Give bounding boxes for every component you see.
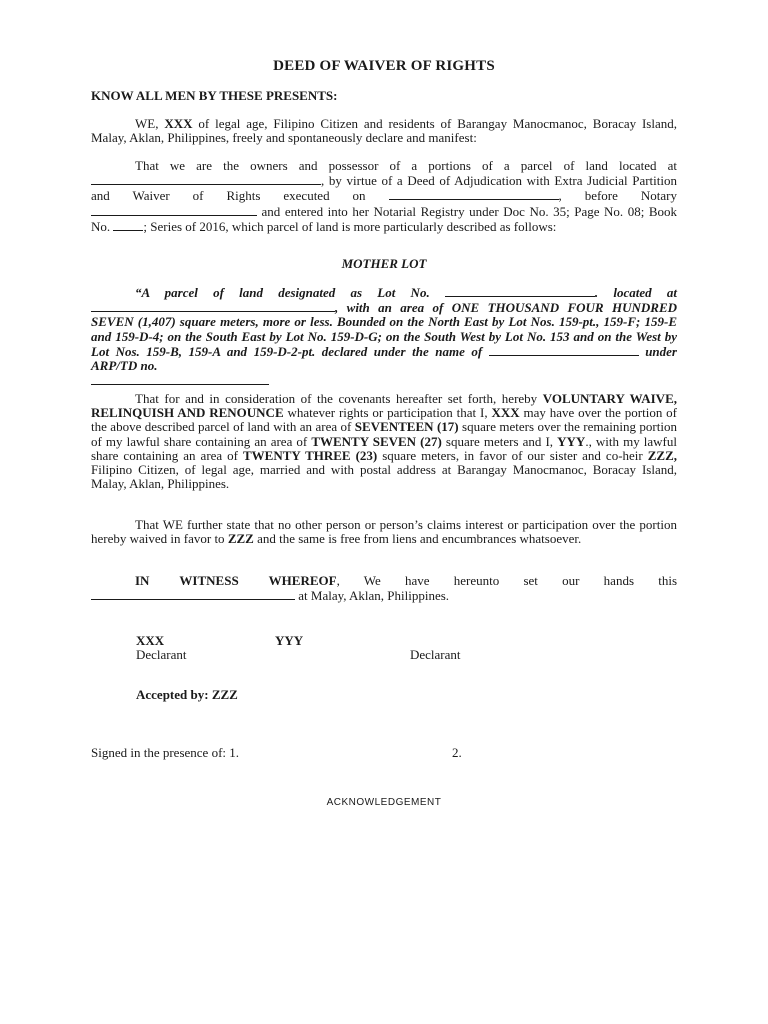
- paragraph-witness: [91, 574, 677, 603]
- text-run: That we are the owners and possessor of a portions of a parcel of land located at: [135, 158, 677, 173]
- paragraph-declaration: [91, 117, 677, 145]
- blank-line: [91, 588, 295, 600]
- text-run: square meters over the remaining portion of my lawful share containing an area of: [91, 419, 677, 449]
- text-run: under ARP/TD no.: [91, 343, 677, 374]
- opening-heading: KNOW ALL MEN BY THESE PRESENTS:: [91, 88, 338, 103]
- blank-line: [91, 373, 269, 385]
- text-run: WE,: [135, 116, 165, 131]
- paragraph-waiver: [91, 392, 677, 491]
- signatory-role-1: Declarant: [136, 647, 187, 662]
- text-run: “A parcel of land designated as Lot No.: [135, 285, 445, 300]
- blank-line: [91, 300, 335, 312]
- text-run: ., with my lawful share containing an area of: [91, 433, 677, 463]
- text-run: square meters, in favor of our sister and co-heir: [377, 447, 648, 463]
- blank-line: [91, 204, 257, 216]
- text-run: and the same is free from liens and encumbrances whatsoever.: [253, 531, 582, 547]
- text-run: . located at: [594, 285, 677, 300]
- party-name: ZZZ,: [647, 447, 677, 463]
- text-run: Filipino Citizen, of legal age, married and with postal address at Barangay Manocmanoc, Boracay Island, Malay, Aklan, Philippines.: [91, 462, 677, 492]
- blank-line: [91, 173, 321, 185]
- blank-line: [489, 344, 639, 356]
- text-run: and entered into her Notarial Registry under Doc No. 35; Page No. 08; Book No.: [91, 203, 677, 234]
- text-run: , by virtue of a Deed of Adjudication with Extra Judicial Partition and Waiver of Rights executed on: [91, 173, 677, 204]
- blank-line: [389, 188, 559, 200]
- signatory-name-2: YYY: [275, 633, 304, 648]
- area-value: TWENTY THREE (23): [243, 447, 378, 463]
- party-name: XXX: [164, 116, 193, 131]
- text-run: That WE further state that no other person or person’s claims interest or participation over the portion hereby waived in favor to: [91, 517, 677, 547]
- signatory-role-2: Declarant: [410, 647, 461, 662]
- signatory-name-1: XXX: [136, 633, 165, 648]
- waiver-terms: VOLUNTARY WAIVE, RELINQUISH AND RENOUNCE: [91, 391, 677, 421]
- witness-line-2: 2.: [452, 745, 462, 760]
- text-run: , We have hereunto set our hands this: [336, 573, 677, 588]
- witness-line-1: Signed in the presence of: 1.: [91, 745, 240, 760]
- text-run: at Malay, Aklan, Philippines.: [295, 588, 450, 604]
- party-name: XXX: [491, 405, 520, 421]
- blank-line: [445, 285, 595, 297]
- witness-heading: IN WITNESS WHEREOF: [135, 573, 337, 588]
- party-name: YYY: [557, 433, 586, 449]
- area-value: TWENTY SEVEN (27): [311, 433, 442, 449]
- text-run: , with an area of ONE THOUSAND FOUR HUNDRED SEVEN (1,407) square meters, more or less. Bounded on the North East by Lot Nos. 159-pt., 159-F; 159-E and 159-D-4; on the South East by Lot No. 159-D-G; on the South West by Lot No. 153 and on the West by Lot Nos. 159-B, 159-A and 159-D-2-pt. declared under the name of: [91, 300, 677, 359]
- accepted-by: Accepted by: ZZZ: [136, 687, 238, 702]
- paragraph-statement: [91, 518, 677, 546]
- blank-line: [113, 219, 143, 231]
- lot-description: [91, 285, 677, 388]
- paragraph-ownership: [91, 159, 677, 234]
- text-run: ; Series of 2016, which parcel of land is more particularly described as follows:: [143, 218, 557, 234]
- text-run: That for and in consideration of the covenants hereafter set forth, hereby: [135, 391, 543, 406]
- party-name: ZZZ: [227, 531, 254, 547]
- acknowledgement-heading: ACKNOWLEDGEMENT: [326, 797, 442, 808]
- text-run: square meters and I,: [441, 433, 558, 449]
- document-title: DEED OF WAIVER OF RIGHTS: [273, 58, 495, 74]
- text-run: , before Notary: [558, 188, 677, 204]
- text-run: whatever rights or participation that I,: [283, 405, 492, 421]
- text-run: may have over the portion of the above described parcel of land with an area of: [91, 405, 677, 435]
- text-run: of legal age, Filipino Citizen and residents of Barangay Manocmanoc, Boracay Island, Malay, Aklan, Philippines, freely and spontaneously declare and manifest:: [91, 116, 678, 146]
- mother-lot-heading: MOTHER LOT: [341, 256, 427, 271]
- area-value: SEVENTEEN (17): [354, 419, 459, 435]
